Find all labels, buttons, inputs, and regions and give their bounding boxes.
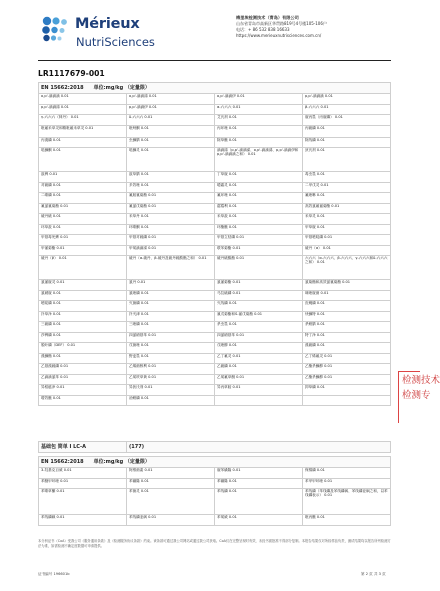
table-cell: α-六六六 0.01 — [215, 104, 303, 115]
table-cell: 环嗪酮 0.01 — [127, 224, 215, 235]
table-cell: 硫丹（β） 0.01 — [39, 256, 127, 280]
table-cell: 吡蚜酮 0.01 — [127, 125, 215, 137]
table-cell: 苯磺隆 0.01 — [127, 478, 215, 489]
table-cell: 增效醚 0.01 — [39, 395, 127, 406]
table-cell: 丁草胺 0.01 — [215, 172, 303, 183]
table-cell: o,p'-滴滴滴 0.01 — [39, 94, 127, 105]
table-cell: 哒螨灵 0.01 — [127, 148, 215, 172]
table-row — [39, 172, 391, 183]
residue-table-lc — [38, 456, 391, 526]
table-row — [39, 311, 391, 322]
table-row — [39, 94, 391, 105]
table-cell: 二甲戊灵 0.01 — [303, 182, 391, 193]
table-cell: 乙硫磷 0.01 — [215, 364, 303, 375]
table-row — [39, 395, 391, 406]
table-cell: 咪唑胺菌 0.01 — [303, 290, 391, 301]
table-cell: 敌草腈 0.01 — [127, 172, 215, 183]
table-cell: 环酯醚 0.01 — [215, 224, 303, 235]
header-divider — [38, 60, 391, 61]
table-cell: 甲草胺 0.01 — [303, 224, 391, 235]
unit-label: 单位:mg/kg （定量限） — [93, 459, 150, 465]
table-row — [39, 148, 391, 172]
table-cell: 除草醚 0.01 — [215, 137, 303, 148]
table-cell: 杀虫畏 0.01 — [215, 322, 303, 333]
table-row — [39, 332, 391, 343]
method-standard: EN 15662:2018 — [41, 459, 84, 465]
table-cell: 脱叶磷（DEF） 0.01 — [39, 343, 127, 354]
stamp-text-line: 检测技术 — [402, 375, 440, 386]
table-cell: 3-羟基克百威 0.01 — [39, 468, 127, 479]
table-cell: 甲基毒死蜱 0.01 — [39, 235, 127, 246]
table-cell: 溴螨酯 0.01 — [39, 353, 127, 364]
table-cell: 苯甲甲环唑 0.01 — [303, 478, 391, 489]
table-cell: 吡氟禾草灵和精吡氟禾草灵 0.01 — [39, 125, 127, 137]
logo-name: Mérieux — [75, 16, 140, 32]
table-cell: 异狄氏剂 0.01 — [127, 385, 215, 396]
package-row — [39, 442, 391, 453]
table-cell: 灭菌磷 0.01 — [127, 301, 215, 312]
table-cell: 甲基立枯磷 0.01 — [215, 235, 303, 246]
table-cell: 乙氧呋草黄 0.01 — [127, 374, 215, 385]
table-row — [39, 193, 391, 204]
residue-table-main — [38, 82, 391, 406]
table-row — [39, 322, 391, 333]
table-cell: 对硫磷 0.01 — [39, 182, 127, 193]
report-id: LR1117679-001 — [38, 69, 105, 78]
table-cell: 毒虫畏 0.01 — [303, 172, 391, 183]
company-address-block — [236, 15, 416, 39]
table-cell: 莎稗磷 0.01 — [39, 332, 127, 343]
table-cell: 禾草灵 0.01 — [303, 214, 391, 225]
table-cell: 硫丹硫 0.01 — [39, 214, 127, 225]
certificate-number: 证书编号 196601b — [38, 572, 70, 576]
table-cell: 联苯菊酯 0.01 — [215, 245, 303, 256]
table-cell: 敌稗 0.01 — [39, 172, 127, 183]
table-cell: 噁霜灵 0.01 — [215, 182, 303, 193]
table-row — [39, 364, 391, 375]
table-cell: 硫丹硫酸酯 0.01 — [215, 256, 303, 280]
table-cell: 苯氧威 0.01 — [215, 515, 303, 526]
table-cell: 扑草净 0.01 — [39, 311, 127, 322]
table-cell: 甲氧滴滴涕 0.01 — [127, 245, 215, 256]
table-cell — [303, 395, 391, 406]
page-number: 第 2 页 共 3 页 — [361, 572, 386, 576]
table-cell: 氯唑磷 0.01 — [127, 290, 215, 301]
table-cell: 三硫磷 0.01 — [39, 322, 127, 333]
table-cell: 三唑磷 0.01 — [127, 322, 215, 333]
table-row — [39, 182, 391, 193]
table-cell: 乙丁氟灵 0.01 — [215, 353, 303, 364]
table-cell: 吡丙醚 0.01 — [303, 515, 391, 526]
table-row — [39, 235, 391, 246]
table-cell: 乙丁烯氟灵 0.01 — [303, 353, 391, 364]
table-cell: 虫螨腈 0.01 — [127, 137, 215, 148]
table-cell: 甲基嘧啶磷 0.01 — [303, 235, 391, 246]
table-row — [39, 203, 391, 214]
method-standard: EN 15662:2018 — [41, 85, 84, 91]
table-cell: p,p'-滴滴涕 0.01 — [39, 104, 127, 115]
table-cell: 丙环唑 0.01 — [215, 125, 303, 137]
table-cell: 乙滴滴氯苯 0.01 — [39, 374, 127, 385]
table-cell: 戊唑醇 0.01 — [215, 343, 303, 354]
table-cell: 二嗪磷 0.01 — [39, 193, 127, 204]
table-cell: 乙酯杀螨醇 0.01 — [303, 374, 391, 385]
table-cell: 保棉磷 0.01 — [303, 468, 391, 479]
unit-label: 单位:mg/kg （定量限） — [93, 85, 150, 91]
table-cell: 苯醚甲环唑 0.01 — [39, 478, 127, 489]
table-cell: 氰戊菊酯和S-氰戊菊酯 0.01 — [215, 311, 303, 322]
table-cell: 异稻瘟净 0.01 — [39, 385, 127, 396]
table-cell: 乙氧氟草醚 0.01 — [215, 374, 303, 385]
table-cell: 苯菌灵 0.01 — [127, 489, 215, 515]
table-row — [39, 353, 391, 364]
table-header-row — [39, 457, 391, 468]
table-cell: 除线磷 0.01 — [303, 137, 391, 148]
table-header-cell — [39, 457, 391, 468]
seal-stamp — [398, 371, 440, 423]
table-row — [39, 115, 391, 126]
table-cell: 抑草磷 0.01 — [303, 385, 391, 396]
table-cell: 多效唑 0.01 — [127, 182, 215, 193]
table-cell: 乙酯杀螨醇 0.01 — [303, 364, 391, 375]
table-cell: 艾氏剂 0.01 — [215, 115, 303, 126]
company-phone: 电话：+ 86 532 838 16633 — [236, 27, 290, 32]
table-cell: γ-六六六（林丹） 0.01 — [39, 115, 127, 126]
table-header-cell — [39, 83, 391, 94]
table-row — [39, 515, 391, 526]
package-count: (177) — [127, 442, 391, 453]
table-cell: 乙基溴硫磷 0.01 — [39, 364, 127, 375]
table-cell: 马拉硫磷 0.01 — [215, 290, 303, 301]
table-row — [39, 478, 391, 489]
table-row — [39, 280, 391, 291]
table-cell: 滴滴涕（p,p'-滴滴涕、o,p'-滴滴涕、p,p'-滴滴伊和p,p'-滴滴滴之和） 0.01 — [215, 148, 303, 172]
merieux-logo-icon — [38, 13, 72, 47]
table-cell: 阿维菌素 0.01 — [127, 468, 215, 479]
table-cell: 苯线磷亚砜 0.01 — [127, 515, 215, 526]
table-row — [39, 125, 391, 137]
table-row — [39, 224, 391, 235]
company-name: 梅里埃检测技术（青岛）有限公司 — [236, 15, 299, 20]
table-row — [39, 343, 391, 354]
table-cell: 灭线磷 0.01 — [215, 301, 303, 312]
table-cell: 硫丹（α） 0.01 — [303, 245, 391, 256]
table-cell: 六六六（α-六六六、β-六六六、γ-六六六和δ-六六六之和） 0.01 — [303, 256, 391, 280]
table-cell: 扑灭津 0.01 — [127, 311, 215, 322]
table-cell: 氯菊酯和高效氯氰菊酯 0.01 — [303, 280, 391, 291]
table-header-row — [39, 83, 391, 94]
table-cell: 胺苯磺隆 0.01 — [215, 468, 303, 479]
table-row — [39, 214, 391, 225]
table-cell: 异丙草胺 0.01 — [215, 385, 303, 396]
table-cell: 四氯硝基苯 0.01 — [127, 332, 215, 343]
table-row — [39, 245, 391, 256]
table-cell: 狄氏剂 0.01 — [303, 148, 391, 172]
report-footnote: 本分析证书（CoA）受我公司《服务通用条款》及《检测服务协议条款》约束。该条款可通过我公司网站或通过我公司获取。CoA仅在完整呈现时有效，未经书面批准不得部分复制。本报告结果仅对所检样品负责，测试结果均以报告所列检测方法为准，如需检测不确定度数据可申请提供。 — [38, 539, 391, 548]
company-address: 山东省青岛市高新区华贯路819号4号楼105-106户 — [236, 21, 327, 26]
logo-subtitle: NutriSciences — [76, 35, 155, 49]
table-cell: 甲氰菊酯 0.01 — [39, 245, 127, 256]
table-cell: 杀螟腈 0.01 — [303, 322, 391, 333]
table-cell: 苯嗪草酮 0.01 — [39, 489, 127, 515]
table-cell: 野麦畏 0.01 — [127, 353, 215, 364]
company-website: https://www.merieuxnutrisciences.com.cn/ — [236, 33, 322, 38]
table-cell: 丙溴磷 0.01 — [39, 137, 127, 148]
company-logo — [38, 9, 168, 59]
table-row — [39, 104, 391, 115]
table-cell: 嘧啶磷 0.01 — [39, 301, 127, 312]
table-cell: 禾草丹 0.01 — [127, 214, 215, 225]
table-cell: 四氯硝基苯 0.01 — [215, 332, 303, 343]
table-cell: 氯丹 0.01 — [127, 280, 215, 291]
table-cell: p,p'-滴滴伊 0.01 — [127, 104, 215, 115]
table-cell: 氟氯戊菊酯 0.01 — [127, 203, 215, 214]
table-row — [39, 256, 391, 280]
table-cell: 皮蝇磷 0.01 — [303, 301, 391, 312]
table-cell: 苯线磷 0.01 — [215, 489, 303, 515]
table-cell: 禾草敌 0.01 — [215, 214, 303, 225]
table-row — [39, 468, 391, 479]
table-cell: 哒螨酮 0.01 — [39, 148, 127, 172]
table-cell: 溴硫磷 0.01 — [303, 343, 391, 354]
table-cell: 丙硫磷 0.01 — [303, 125, 391, 137]
table-cell — [215, 395, 303, 406]
stamp-text-line: 检测专 — [402, 390, 431, 401]
table-cell: 炔螨特 0.01 — [303, 311, 391, 322]
table-cell: 腐霉利 0.01 — [215, 203, 303, 214]
table-cell: 氟氯氰菊酯 0.01 — [39, 203, 127, 214]
table-row — [39, 374, 391, 385]
package-table — [38, 441, 391, 453]
table-cell: 氯氰胺灵 0.01 — [39, 280, 127, 291]
table-cell: o,p'-滴滴涕 0.01 — [127, 94, 215, 105]
table-cell: 氯氰菊酯 0.01 — [215, 280, 303, 291]
table-cell: 环草敌 0.01 — [39, 224, 127, 235]
table-row — [39, 301, 391, 312]
table-cell: 氟环唑 0.01 — [215, 193, 303, 204]
table-cell: 戊菌唑 0.01 — [127, 343, 215, 354]
table-cell: o,p'-滴滴伊 0.01 — [215, 94, 303, 105]
table-cell: 苯线磷（苯线磷及苯线磷砜、苯线磷亚砜之和，以苯线磷表示） 0.01 — [303, 489, 391, 515]
table-cell: 氯硝胺 0.01 — [39, 290, 127, 301]
package-label: 基础包 简单 I LC-A — [39, 442, 127, 453]
table-cell: 治螟磷 0.01 — [127, 395, 215, 406]
table-cell: 苯磺隆 0.01 — [215, 478, 303, 489]
table-cell: 甲基对硫磷 0.01 — [127, 235, 215, 246]
table-cell: 特丁净 0.01 — [303, 332, 391, 343]
table-cell: 苯线磷砜 0.01 — [39, 515, 127, 526]
table-cell: 乙烯菌核利 0.01 — [127, 364, 215, 375]
table-cell: 硫丹（α-硫丹、β-硫丹及硫丹硫酸酯之和） 0.01 — [127, 256, 215, 280]
table-row — [39, 290, 391, 301]
table-row — [39, 385, 391, 396]
table-row — [39, 489, 391, 515]
table-cell: p,p'-滴滴滴 0.01 — [303, 94, 391, 105]
table-cell: 氟唑啉 0.01 — [303, 193, 391, 204]
table-cell: 胺丙畏（丙胺磷） 0.01 — [303, 115, 391, 126]
table-row — [39, 137, 391, 148]
table-cell: δ-六六六 0.01 — [127, 115, 215, 126]
table-cell: β-六六六 0.01 — [303, 104, 391, 115]
table-cell: 氟胺氰菊酯 0.01 — [127, 193, 215, 204]
table-cell: 高效氯氟氰菊酯 0.01 — [303, 203, 391, 214]
